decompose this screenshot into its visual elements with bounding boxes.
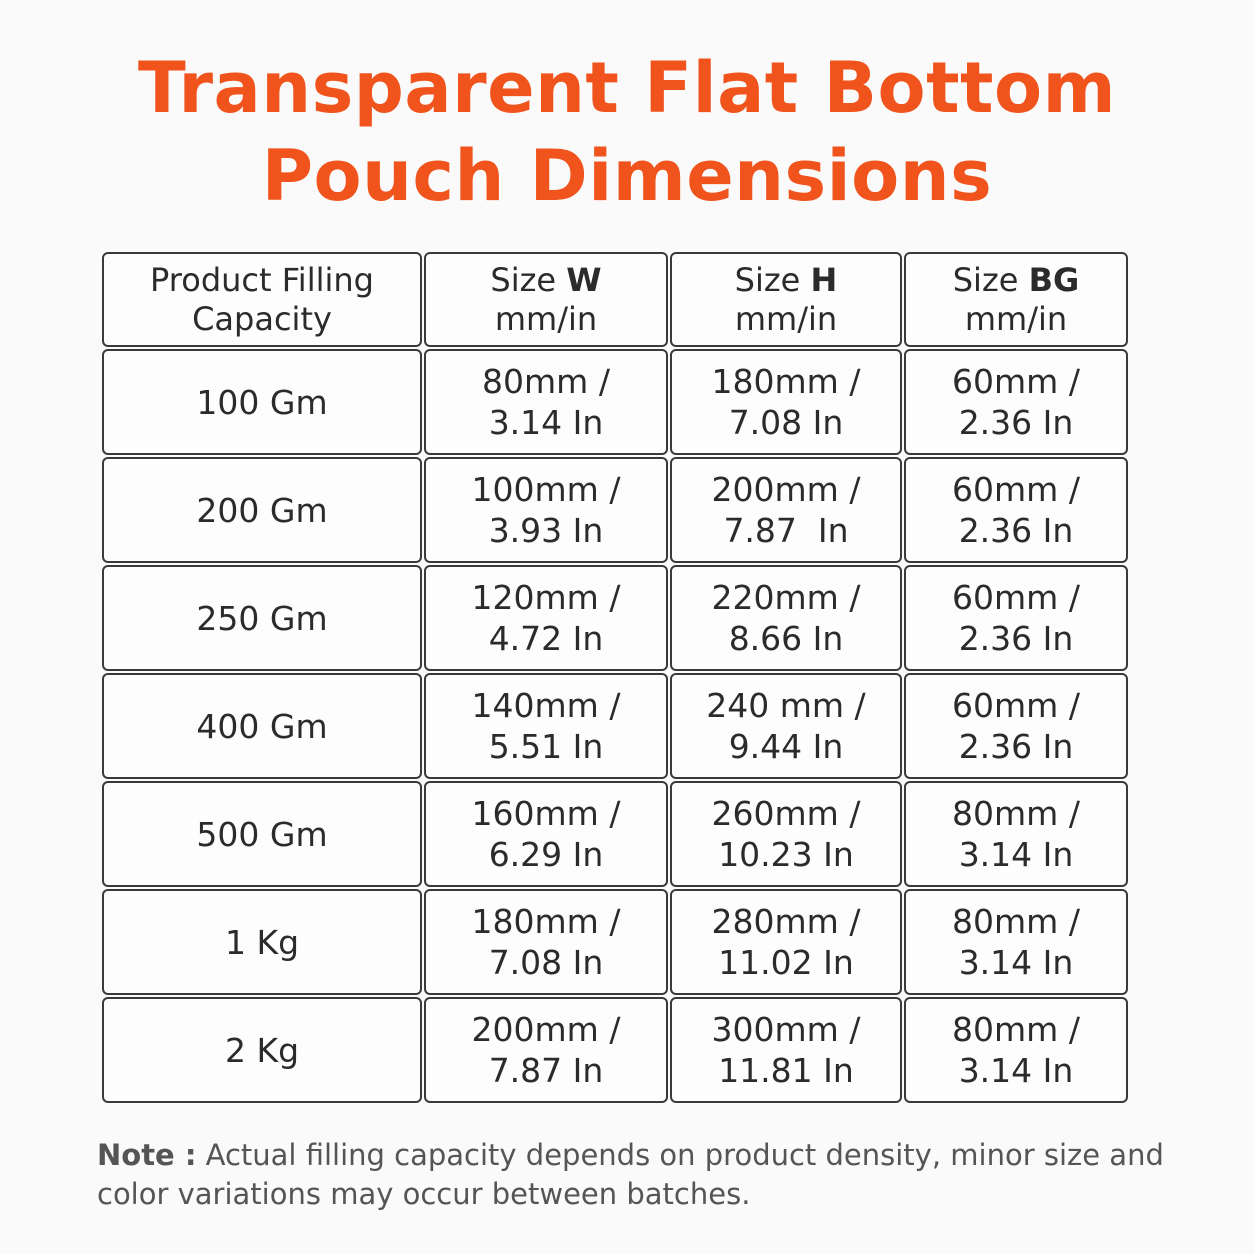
gusset-cell <box>904 457 1128 563</box>
capacity-cell <box>102 997 422 1103</box>
height-cell <box>670 673 902 779</box>
gusset-cell <box>904 997 1128 1103</box>
capacity-value: 100 Gm <box>196 382 328 422</box>
height-cell <box>670 457 902 563</box>
width-mm: 100mm / <box>471 470 621 509</box>
gusset-cell <box>904 889 1128 995</box>
table-header-row <box>102 252 1128 349</box>
footnote <box>97 1136 1207 1214</box>
height-mm: 300mm / <box>711 1010 861 1049</box>
header-size-bg-prefix: Size <box>952 260 1029 299</box>
height-in: 11.81 In <box>718 1051 854 1090</box>
width-in: 3.93 In <box>488 511 604 550</box>
width-in: 4.72 In <box>488 619 604 658</box>
capacity-value: 2 Kg <box>224 1030 300 1070</box>
header-size-h-letter: H <box>810 260 838 299</box>
height-cell <box>670 997 902 1103</box>
gusset-cell <box>904 565 1128 671</box>
gusset-cell <box>904 781 1128 887</box>
width-cell <box>424 673 668 779</box>
table-row <box>102 457 1128 565</box>
table-row <box>102 565 1128 673</box>
gusset-mm: 60mm / <box>952 578 1080 617</box>
capacity-value: 400 Gm <box>196 706 328 746</box>
header-size-bg <box>904 252 1128 347</box>
width-mm: 180mm / <box>471 902 621 941</box>
gusset-mm: 60mm / <box>952 362 1080 401</box>
capacity-value: 250 Gm <box>196 598 328 638</box>
height-mm: 260mm / <box>711 794 861 833</box>
height-mm: 200mm / <box>711 470 861 509</box>
note-label: Note : <box>97 1138 197 1172</box>
gusset-in: 2.36 In <box>958 619 1074 658</box>
capacity-value: 500 Gm <box>196 814 328 854</box>
width-in: 7.08 In <box>488 943 604 982</box>
header-capacity-line-2: Capacity <box>192 299 332 338</box>
capacity-cell <box>102 457 422 563</box>
capacity-cell <box>102 781 422 887</box>
page-title-line-2: Pouch Dimensions <box>261 135 993 217</box>
table-row <box>102 781 1128 889</box>
height-in: 10.23 In <box>718 835 854 874</box>
width-cell <box>424 997 668 1103</box>
header-size-bg-title <box>953 261 1080 300</box>
table-row <box>102 673 1128 781</box>
height-in: 9.44 In <box>728 727 844 766</box>
gusset-cell <box>904 349 1128 455</box>
width-mm: 120mm / <box>471 578 621 617</box>
table-row <box>102 349 1128 457</box>
gusset-in: 3.14 In <box>958 943 1074 982</box>
gusset-mm: 80mm / <box>952 1010 1080 1049</box>
width-cell <box>424 889 668 995</box>
height-cell <box>670 565 902 671</box>
width-in: 7.87 In <box>488 1051 604 1090</box>
width-mm: 80mm / <box>482 362 610 401</box>
gusset-mm: 60mm / <box>952 686 1080 725</box>
capacity-cell <box>102 349 422 455</box>
page-title-line-1: Transparent Flat Bottom <box>137 47 1117 129</box>
capacity-value: 1 Kg <box>224 922 300 962</box>
header-capacity-line-1: Product Filling <box>150 260 374 299</box>
page-title <box>0 44 1254 220</box>
capacity-cell <box>102 673 422 779</box>
capacity-value: 200 Gm <box>196 490 328 530</box>
header-size-bg-letters: BG <box>1028 260 1080 299</box>
capacity-cell <box>102 565 422 671</box>
header-size-bg-unit: mm/in <box>964 299 1068 338</box>
header-size-w-prefix: Size <box>490 260 567 299</box>
height-in: 7.87 In <box>723 511 849 550</box>
height-cell <box>670 889 902 995</box>
gusset-mm: 80mm / <box>952 794 1080 833</box>
header-size-h-prefix: Size <box>734 260 811 299</box>
height-in: 11.02 In <box>718 943 854 982</box>
table-row <box>102 889 1128 997</box>
width-in: 3.14 In <box>488 403 604 442</box>
gusset-in: 3.14 In <box>958 1051 1074 1090</box>
capacity-cell <box>102 889 422 995</box>
width-cell <box>424 349 668 455</box>
header-capacity <box>102 252 422 347</box>
gusset-in: 2.36 In <box>958 403 1074 442</box>
note-text: Actual filling capacity depends on product density, minor size and color variations may occur between batches. <box>97 1138 1164 1211</box>
header-size-h-title <box>735 261 838 300</box>
height-mm: 180mm / <box>711 362 861 401</box>
dimensions-table <box>102 252 1128 1105</box>
header-size-w <box>424 252 668 347</box>
width-mm: 200mm / <box>471 1010 621 1049</box>
height-in: 8.66 In <box>728 619 844 658</box>
height-mm: 220mm / <box>711 578 861 617</box>
header-size-h-unit: mm/in <box>734 299 838 338</box>
height-mm: 280mm / <box>711 902 861 941</box>
height-cell <box>670 349 902 455</box>
gusset-in: 2.36 In <box>958 511 1074 550</box>
header-size-w-unit: mm/in <box>494 299 598 338</box>
gusset-mm: 80mm / <box>952 902 1080 941</box>
width-cell <box>424 781 668 887</box>
header-size-w-letter: W <box>566 260 602 299</box>
gusset-in: 2.36 In <box>958 727 1074 766</box>
width-mm: 140mm / <box>471 686 621 725</box>
width-in: 6.29 In <box>488 835 604 874</box>
height-cell <box>670 781 902 887</box>
gusset-in: 3.14 In <box>958 835 1074 874</box>
gusset-cell <box>904 673 1128 779</box>
height-in: 7.08 In <box>728 403 844 442</box>
width-cell <box>424 457 668 563</box>
gusset-mm: 60mm / <box>952 470 1080 509</box>
table-row <box>102 997 1128 1105</box>
width-cell <box>424 565 668 671</box>
height-mm: 240 mm / <box>706 686 866 725</box>
header-size-h <box>670 252 902 347</box>
width-mm: 160mm / <box>471 794 621 833</box>
width-in: 5.51 In <box>488 727 604 766</box>
header-size-w-title <box>490 261 601 300</box>
